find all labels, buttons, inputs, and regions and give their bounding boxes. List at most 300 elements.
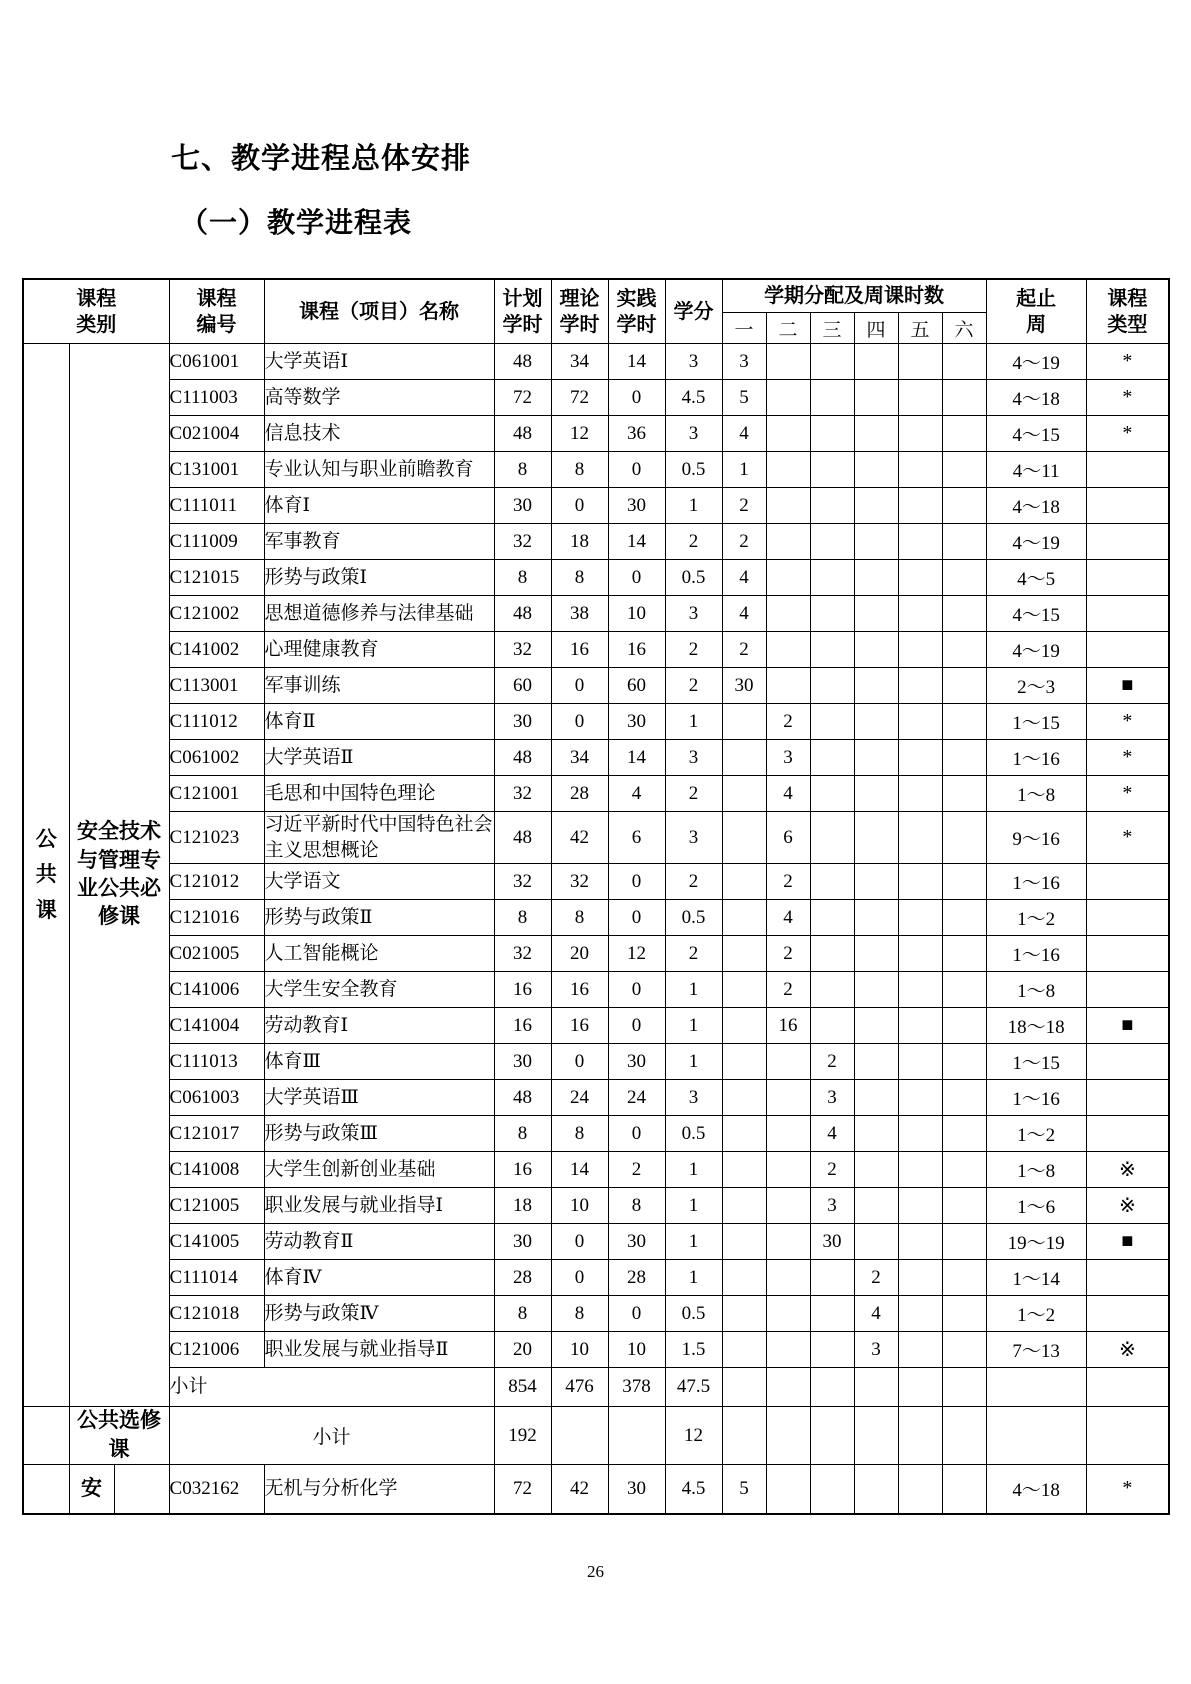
course-credits: 2 bbox=[665, 524, 722, 560]
course-planned: 32 bbox=[494, 776, 551, 812]
semester-hours bbox=[942, 1260, 986, 1296]
course-weeks: 1～16 bbox=[986, 864, 1086, 900]
header-credits: 学分 bbox=[665, 279, 722, 344]
semester-hours bbox=[810, 416, 854, 452]
course-theory: 14 bbox=[551, 1152, 608, 1188]
course-type bbox=[1086, 1044, 1169, 1080]
course-code: C121002 bbox=[169, 596, 264, 632]
course-theory: 24 bbox=[551, 1080, 608, 1116]
subtotal-practice: 378 bbox=[608, 1368, 665, 1407]
course-row bbox=[23, 1188, 1169, 1224]
course-practice: 14 bbox=[608, 524, 665, 560]
course-weeks: 4～15 bbox=[986, 416, 1086, 452]
semester-hours bbox=[942, 524, 986, 560]
course-practice: 4 bbox=[608, 776, 665, 812]
course-theory: 42 bbox=[551, 812, 608, 864]
semester-hours bbox=[810, 704, 854, 740]
course-name: 职业发展与就业指导Ⅰ bbox=[264, 1188, 494, 1224]
course-weeks: 1～2 bbox=[986, 900, 1086, 936]
semester-hours: 2 bbox=[810, 1044, 854, 1080]
semester-hours bbox=[898, 632, 942, 668]
semester-hours bbox=[854, 900, 898, 936]
semester-hours bbox=[942, 936, 986, 972]
course-practice: 10 bbox=[608, 1332, 665, 1368]
category-elective: 公共选修课 bbox=[69, 1407, 169, 1465]
semester-hours bbox=[898, 668, 942, 704]
semester-hours bbox=[810, 812, 854, 864]
course-planned: 72 bbox=[494, 380, 551, 416]
subtotal-label: 小计 bbox=[169, 1368, 494, 1407]
semester-hours bbox=[766, 380, 810, 416]
course-name: 军事训练 bbox=[264, 668, 494, 704]
semester-hours bbox=[942, 488, 986, 524]
semester-hours bbox=[854, 416, 898, 452]
semester-hours bbox=[810, 1332, 854, 1368]
course-practice: 14 bbox=[608, 740, 665, 776]
course-row bbox=[23, 1044, 1169, 1080]
course-code: C111012 bbox=[169, 704, 264, 740]
course-weeks: 18～18 bbox=[986, 1008, 1086, 1044]
course-row bbox=[23, 488, 1169, 524]
specialized-category-row bbox=[23, 1464, 1169, 1514]
semester-hours bbox=[766, 1332, 810, 1368]
semester-hours bbox=[898, 1332, 942, 1368]
course-row bbox=[23, 416, 1169, 452]
course-planned: 20 bbox=[494, 1332, 551, 1368]
course-credits: 4.5 bbox=[665, 380, 722, 416]
course-theory: 0 bbox=[551, 704, 608, 740]
semester-hours bbox=[854, 560, 898, 596]
header-semester-5: 五 bbox=[898, 313, 942, 344]
course-weeks: 7～13 bbox=[986, 1332, 1086, 1368]
semester-hours bbox=[854, 864, 898, 900]
semester-hours bbox=[898, 524, 942, 560]
course-name: 人工智能概论 bbox=[264, 936, 494, 972]
course-code: C113001 bbox=[169, 668, 264, 704]
course-type: * bbox=[1086, 776, 1169, 812]
course-practice: 8 bbox=[608, 1188, 665, 1224]
course-planned: 30 bbox=[494, 1044, 551, 1080]
semester-hours bbox=[854, 740, 898, 776]
course-type: * bbox=[1086, 344, 1169, 380]
course-practice: 14 bbox=[608, 344, 665, 380]
course-credits: 0.5 bbox=[665, 452, 722, 488]
semester-hours bbox=[810, 560, 854, 596]
course-row bbox=[23, 776, 1169, 812]
semester-hours bbox=[898, 380, 942, 416]
course-practice: 30 bbox=[608, 1044, 665, 1080]
semester-hours bbox=[942, 972, 986, 1008]
course-planned: 48 bbox=[494, 416, 551, 452]
header-course-name: 课程（项目）名称 bbox=[264, 279, 494, 344]
course-type bbox=[1086, 596, 1169, 632]
course-row bbox=[23, 704, 1169, 740]
course-name: 大学英语Ⅲ bbox=[264, 1080, 494, 1116]
semester-hours: 1 bbox=[722, 452, 766, 488]
semester-hours bbox=[942, 1152, 986, 1188]
header-semester-2: 二 bbox=[766, 313, 810, 344]
course-credits: 1 bbox=[665, 1224, 722, 1260]
semester-hours bbox=[854, 1464, 898, 1514]
semester-hours bbox=[810, 380, 854, 416]
course-planned: 28 bbox=[494, 1260, 551, 1296]
course-theory: 8 bbox=[551, 900, 608, 936]
semester-hours bbox=[810, 596, 854, 632]
semester-hours bbox=[898, 1260, 942, 1296]
course-practice: 28 bbox=[608, 1260, 665, 1296]
course-row bbox=[23, 632, 1169, 668]
semester-hours bbox=[766, 1464, 810, 1514]
course-name: 军事教育 bbox=[264, 524, 494, 560]
course-code: C111014 bbox=[169, 1260, 264, 1296]
semester-hours bbox=[722, 1296, 766, 1332]
course-row bbox=[23, 740, 1169, 776]
semester-hours bbox=[766, 524, 810, 560]
course-code: C121018 bbox=[169, 1296, 264, 1332]
semester-hours bbox=[898, 1044, 942, 1080]
course-name: 形势与政策Ⅰ bbox=[264, 560, 494, 596]
course-credits: 1 bbox=[665, 972, 722, 1008]
course-type: ■ bbox=[1086, 1008, 1169, 1044]
teaching-schedule-table bbox=[22, 278, 1170, 1515]
course-name: 大学英语Ⅱ bbox=[264, 740, 494, 776]
semester-hours bbox=[722, 1152, 766, 1188]
semester-hours bbox=[942, 900, 986, 936]
course-code: C061002 bbox=[169, 740, 264, 776]
course-name: 高等数学 bbox=[264, 380, 494, 416]
course-credits: 0.5 bbox=[665, 560, 722, 596]
course-row bbox=[23, 344, 1169, 380]
elective-subtotal-planned: 192 bbox=[494, 1407, 551, 1465]
semester-hours bbox=[722, 704, 766, 740]
course-theory: 16 bbox=[551, 1008, 608, 1044]
course-practice: 0 bbox=[608, 972, 665, 1008]
header-row-top bbox=[23, 279, 1169, 313]
course-weeks: 4～19 bbox=[986, 344, 1086, 380]
course-planned: 30 bbox=[494, 488, 551, 524]
course-code: C121006 bbox=[169, 1332, 264, 1368]
course-weeks: 4～5 bbox=[986, 560, 1086, 596]
course-credits: 3 bbox=[665, 596, 722, 632]
course-weeks: 1～15 bbox=[986, 1044, 1086, 1080]
semester-hours bbox=[810, 864, 854, 900]
semester-hours bbox=[810, 740, 854, 776]
course-planned: 16 bbox=[494, 1008, 551, 1044]
semester-hours bbox=[810, 524, 854, 560]
course-planned: 8 bbox=[494, 452, 551, 488]
semester-hours bbox=[942, 668, 986, 704]
course-table-body bbox=[23, 344, 1169, 1514]
course-weeks: 9～16 bbox=[986, 812, 1086, 864]
course-practice: 30 bbox=[608, 704, 665, 740]
course-theory: 0 bbox=[551, 668, 608, 704]
semester-hours bbox=[854, 936, 898, 972]
semester-hours: 16 bbox=[766, 1008, 810, 1044]
semester-hours bbox=[722, 776, 766, 812]
course-practice: 0 bbox=[608, 560, 665, 596]
course-type: ■ bbox=[1086, 668, 1169, 704]
semester-hours bbox=[810, 936, 854, 972]
course-theory: 42 bbox=[551, 1464, 608, 1514]
course-code: C121001 bbox=[169, 776, 264, 812]
course-credits: 1 bbox=[665, 1260, 722, 1296]
course-row bbox=[23, 864, 1169, 900]
course-theory: 0 bbox=[551, 1260, 608, 1296]
course-name: 职业发展与就业指导Ⅱ bbox=[264, 1332, 494, 1368]
semester-hours bbox=[766, 1116, 810, 1152]
course-theory: 18 bbox=[551, 524, 608, 560]
course-planned: 48 bbox=[494, 812, 551, 864]
semester-hours bbox=[854, 1224, 898, 1260]
course-planned: 32 bbox=[494, 936, 551, 972]
subtotal-theory: 476 bbox=[551, 1368, 608, 1407]
course-code: C111013 bbox=[169, 1044, 264, 1080]
course-practice: 0 bbox=[608, 864, 665, 900]
semester-hours bbox=[854, 488, 898, 524]
course-weeks: 1～16 bbox=[986, 740, 1086, 776]
course-type: ※ bbox=[1086, 1188, 1169, 1224]
course-credits: 3 bbox=[665, 416, 722, 452]
course-type: * bbox=[1086, 1464, 1169, 1514]
semester-hours: 4 bbox=[722, 416, 766, 452]
semester-hours bbox=[766, 1080, 810, 1116]
semester-hours: 3 bbox=[722, 344, 766, 380]
semester-hours bbox=[898, 416, 942, 452]
course-code: C111003 bbox=[169, 380, 264, 416]
semester-hours bbox=[942, 416, 986, 452]
course-weeks: 1～8 bbox=[986, 1152, 1086, 1188]
category-public-compulsory: 安全技术与管理专业公共必修课 bbox=[69, 344, 169, 1407]
course-theory: 38 bbox=[551, 596, 608, 632]
course-planned: 8 bbox=[494, 900, 551, 936]
course-type: * bbox=[1086, 704, 1169, 740]
course-practice: 16 bbox=[608, 632, 665, 668]
semester-hours bbox=[898, 900, 942, 936]
semester-hours bbox=[766, 1152, 810, 1188]
semester-hours bbox=[942, 344, 986, 380]
header-semester-4: 四 bbox=[854, 313, 898, 344]
course-credits: 3 bbox=[665, 344, 722, 380]
semester-hours bbox=[942, 632, 986, 668]
semester-hours bbox=[810, 488, 854, 524]
course-row bbox=[23, 560, 1169, 596]
semester-hours bbox=[766, 1224, 810, 1260]
semester-hours bbox=[898, 1464, 942, 1514]
semester-hours bbox=[854, 812, 898, 864]
course-planned: 48 bbox=[494, 1080, 551, 1116]
semester-hours bbox=[854, 452, 898, 488]
course-type bbox=[1086, 632, 1169, 668]
header-weeks: 起止周 bbox=[986, 279, 1086, 344]
semester-hours bbox=[898, 812, 942, 864]
course-code: C061003 bbox=[169, 1080, 264, 1116]
course-theory: 10 bbox=[551, 1188, 608, 1224]
course-weeks: 4～19 bbox=[986, 632, 1086, 668]
course-code: C111009 bbox=[169, 524, 264, 560]
course-type bbox=[1086, 560, 1169, 596]
semester-hours bbox=[942, 452, 986, 488]
semester-hours bbox=[942, 1464, 986, 1514]
course-code: C141002 bbox=[169, 632, 264, 668]
course-credits: 0.5 bbox=[665, 900, 722, 936]
course-weeks: 1～2 bbox=[986, 1296, 1086, 1332]
course-credits: 2 bbox=[665, 668, 722, 704]
course-theory: 32 bbox=[551, 864, 608, 900]
course-row bbox=[23, 812, 1169, 864]
semester-hours bbox=[722, 900, 766, 936]
semester-hours bbox=[898, 1188, 942, 1224]
course-name: 劳动教育Ⅰ bbox=[264, 1008, 494, 1044]
course-code: C021005 bbox=[169, 936, 264, 972]
course-practice: 2 bbox=[608, 1152, 665, 1188]
course-planned: 32 bbox=[494, 632, 551, 668]
course-type: ※ bbox=[1086, 1332, 1169, 1368]
page-title: 七、教学进程总体安排 bbox=[171, 143, 472, 175]
semester-hours bbox=[722, 1224, 766, 1260]
semester-hours bbox=[766, 1296, 810, 1332]
category-specialized-partial: 安 bbox=[69, 1464, 114, 1514]
elective-subtotal-label: 小计 bbox=[169, 1407, 494, 1465]
semester-hours: 3 bbox=[810, 1188, 854, 1224]
course-row bbox=[23, 1008, 1169, 1044]
course-code: C141004 bbox=[169, 1008, 264, 1044]
course-type: * bbox=[1086, 740, 1169, 776]
semester-hours bbox=[854, 1152, 898, 1188]
course-code: C141008 bbox=[169, 1152, 264, 1188]
semester-hours: 2 bbox=[722, 632, 766, 668]
course-weeks: 4～18 bbox=[986, 1464, 1086, 1514]
course-row bbox=[23, 1296, 1169, 1332]
subtotal-planned: 854 bbox=[494, 1368, 551, 1407]
semester-hours bbox=[942, 864, 986, 900]
course-theory: 10 bbox=[551, 1332, 608, 1368]
course-name: 大学英语Ⅰ bbox=[264, 344, 494, 380]
course-theory: 8 bbox=[551, 452, 608, 488]
course-practice: 30 bbox=[608, 1224, 665, 1260]
course-type bbox=[1086, 900, 1169, 936]
course-type bbox=[1086, 1116, 1169, 1152]
course-planned: 30 bbox=[494, 1224, 551, 1260]
course-credits: 1 bbox=[665, 1044, 722, 1080]
semester-hours bbox=[766, 416, 810, 452]
course-type bbox=[1086, 452, 1169, 488]
semester-hours: 3 bbox=[854, 1332, 898, 1368]
semester-hours bbox=[722, 1008, 766, 1044]
course-theory: 16 bbox=[551, 972, 608, 1008]
course-credits: 3 bbox=[665, 740, 722, 776]
semester-hours: 2 bbox=[722, 488, 766, 524]
course-planned: 16 bbox=[494, 972, 551, 1008]
course-code: C121023 bbox=[169, 812, 264, 864]
course-theory: 8 bbox=[551, 560, 608, 596]
course-practice: 30 bbox=[608, 1464, 665, 1514]
course-practice: 6 bbox=[608, 812, 665, 864]
course-name: 大学语文 bbox=[264, 864, 494, 900]
course-name: 心理健康教育 bbox=[264, 632, 494, 668]
semester-hours bbox=[942, 704, 986, 740]
semester-hours bbox=[942, 380, 986, 416]
course-weeks: 1～15 bbox=[986, 704, 1086, 740]
course-practice: 12 bbox=[608, 936, 665, 972]
course-type bbox=[1086, 1260, 1169, 1296]
semester-hours bbox=[942, 596, 986, 632]
semester-hours bbox=[722, 740, 766, 776]
header-semester-6: 六 bbox=[942, 313, 986, 344]
semester-hours bbox=[722, 1260, 766, 1296]
course-credits: 2 bbox=[665, 936, 722, 972]
course-code: C121016 bbox=[169, 900, 264, 936]
course-name: 专业认知与职业前瞻教育 bbox=[264, 452, 494, 488]
semester-hours bbox=[766, 488, 810, 524]
semester-hours: 4 bbox=[766, 776, 810, 812]
semester-hours bbox=[854, 704, 898, 740]
semester-hours bbox=[898, 1224, 942, 1260]
semester-hours bbox=[854, 668, 898, 704]
course-code: C121005 bbox=[169, 1188, 264, 1224]
course-code: C141006 bbox=[169, 972, 264, 1008]
course-weeks: 1～16 bbox=[986, 1080, 1086, 1116]
semester-hours bbox=[722, 812, 766, 864]
semester-hours bbox=[898, 864, 942, 900]
semester-hours bbox=[810, 344, 854, 380]
semester-hours bbox=[898, 776, 942, 812]
course-planned: 32 bbox=[494, 524, 551, 560]
course-credits: 2 bbox=[665, 864, 722, 900]
semester-hours bbox=[854, 524, 898, 560]
semester-hours bbox=[942, 1188, 986, 1224]
course-name: 体育Ⅰ bbox=[264, 488, 494, 524]
semester-hours bbox=[722, 936, 766, 972]
course-theory: 12 bbox=[551, 416, 608, 452]
course-credits: 1.5 bbox=[665, 1332, 722, 1368]
course-weeks: 2～3 bbox=[986, 668, 1086, 704]
course-name: 思想道德修养与法律基础 bbox=[264, 596, 494, 632]
semester-hours bbox=[942, 1116, 986, 1152]
semester-hours: 2 bbox=[766, 972, 810, 1008]
semester-hours: 6 bbox=[766, 812, 810, 864]
semester-hours bbox=[722, 864, 766, 900]
course-code: C121017 bbox=[169, 1116, 264, 1152]
semester-hours bbox=[854, 776, 898, 812]
course-name: 大学生安全教育 bbox=[264, 972, 494, 1008]
course-name: 劳动教育Ⅱ bbox=[264, 1224, 494, 1260]
course-row bbox=[23, 1152, 1169, 1188]
semester-hours bbox=[942, 1044, 986, 1080]
semester-hours bbox=[942, 740, 986, 776]
course-name: 形势与政策Ⅲ bbox=[264, 1116, 494, 1152]
course-planned: 72 bbox=[494, 1464, 551, 1514]
semester-hours: 3 bbox=[810, 1080, 854, 1116]
semester-hours: 4 bbox=[766, 900, 810, 936]
course-type bbox=[1086, 1296, 1169, 1332]
course-row bbox=[23, 380, 1169, 416]
page-subtitle: （一）教学进程表 bbox=[180, 207, 413, 238]
semester-hours bbox=[766, 1260, 810, 1296]
course-row bbox=[23, 1332, 1169, 1368]
semester-hours bbox=[898, 1008, 942, 1044]
semester-hours bbox=[766, 344, 810, 380]
course-name: 大学生创新创业基础 bbox=[264, 1152, 494, 1188]
semester-hours: 4 bbox=[722, 560, 766, 596]
course-credits: 1 bbox=[665, 1188, 722, 1224]
course-weeks: 4～19 bbox=[986, 524, 1086, 560]
course-type bbox=[1086, 488, 1169, 524]
course-credits: 3 bbox=[665, 1080, 722, 1116]
semester-hours: 2 bbox=[722, 524, 766, 560]
course-credits: 3 bbox=[665, 812, 722, 864]
course-credits: 1 bbox=[665, 1008, 722, 1044]
course-code: C131001 bbox=[169, 452, 264, 488]
